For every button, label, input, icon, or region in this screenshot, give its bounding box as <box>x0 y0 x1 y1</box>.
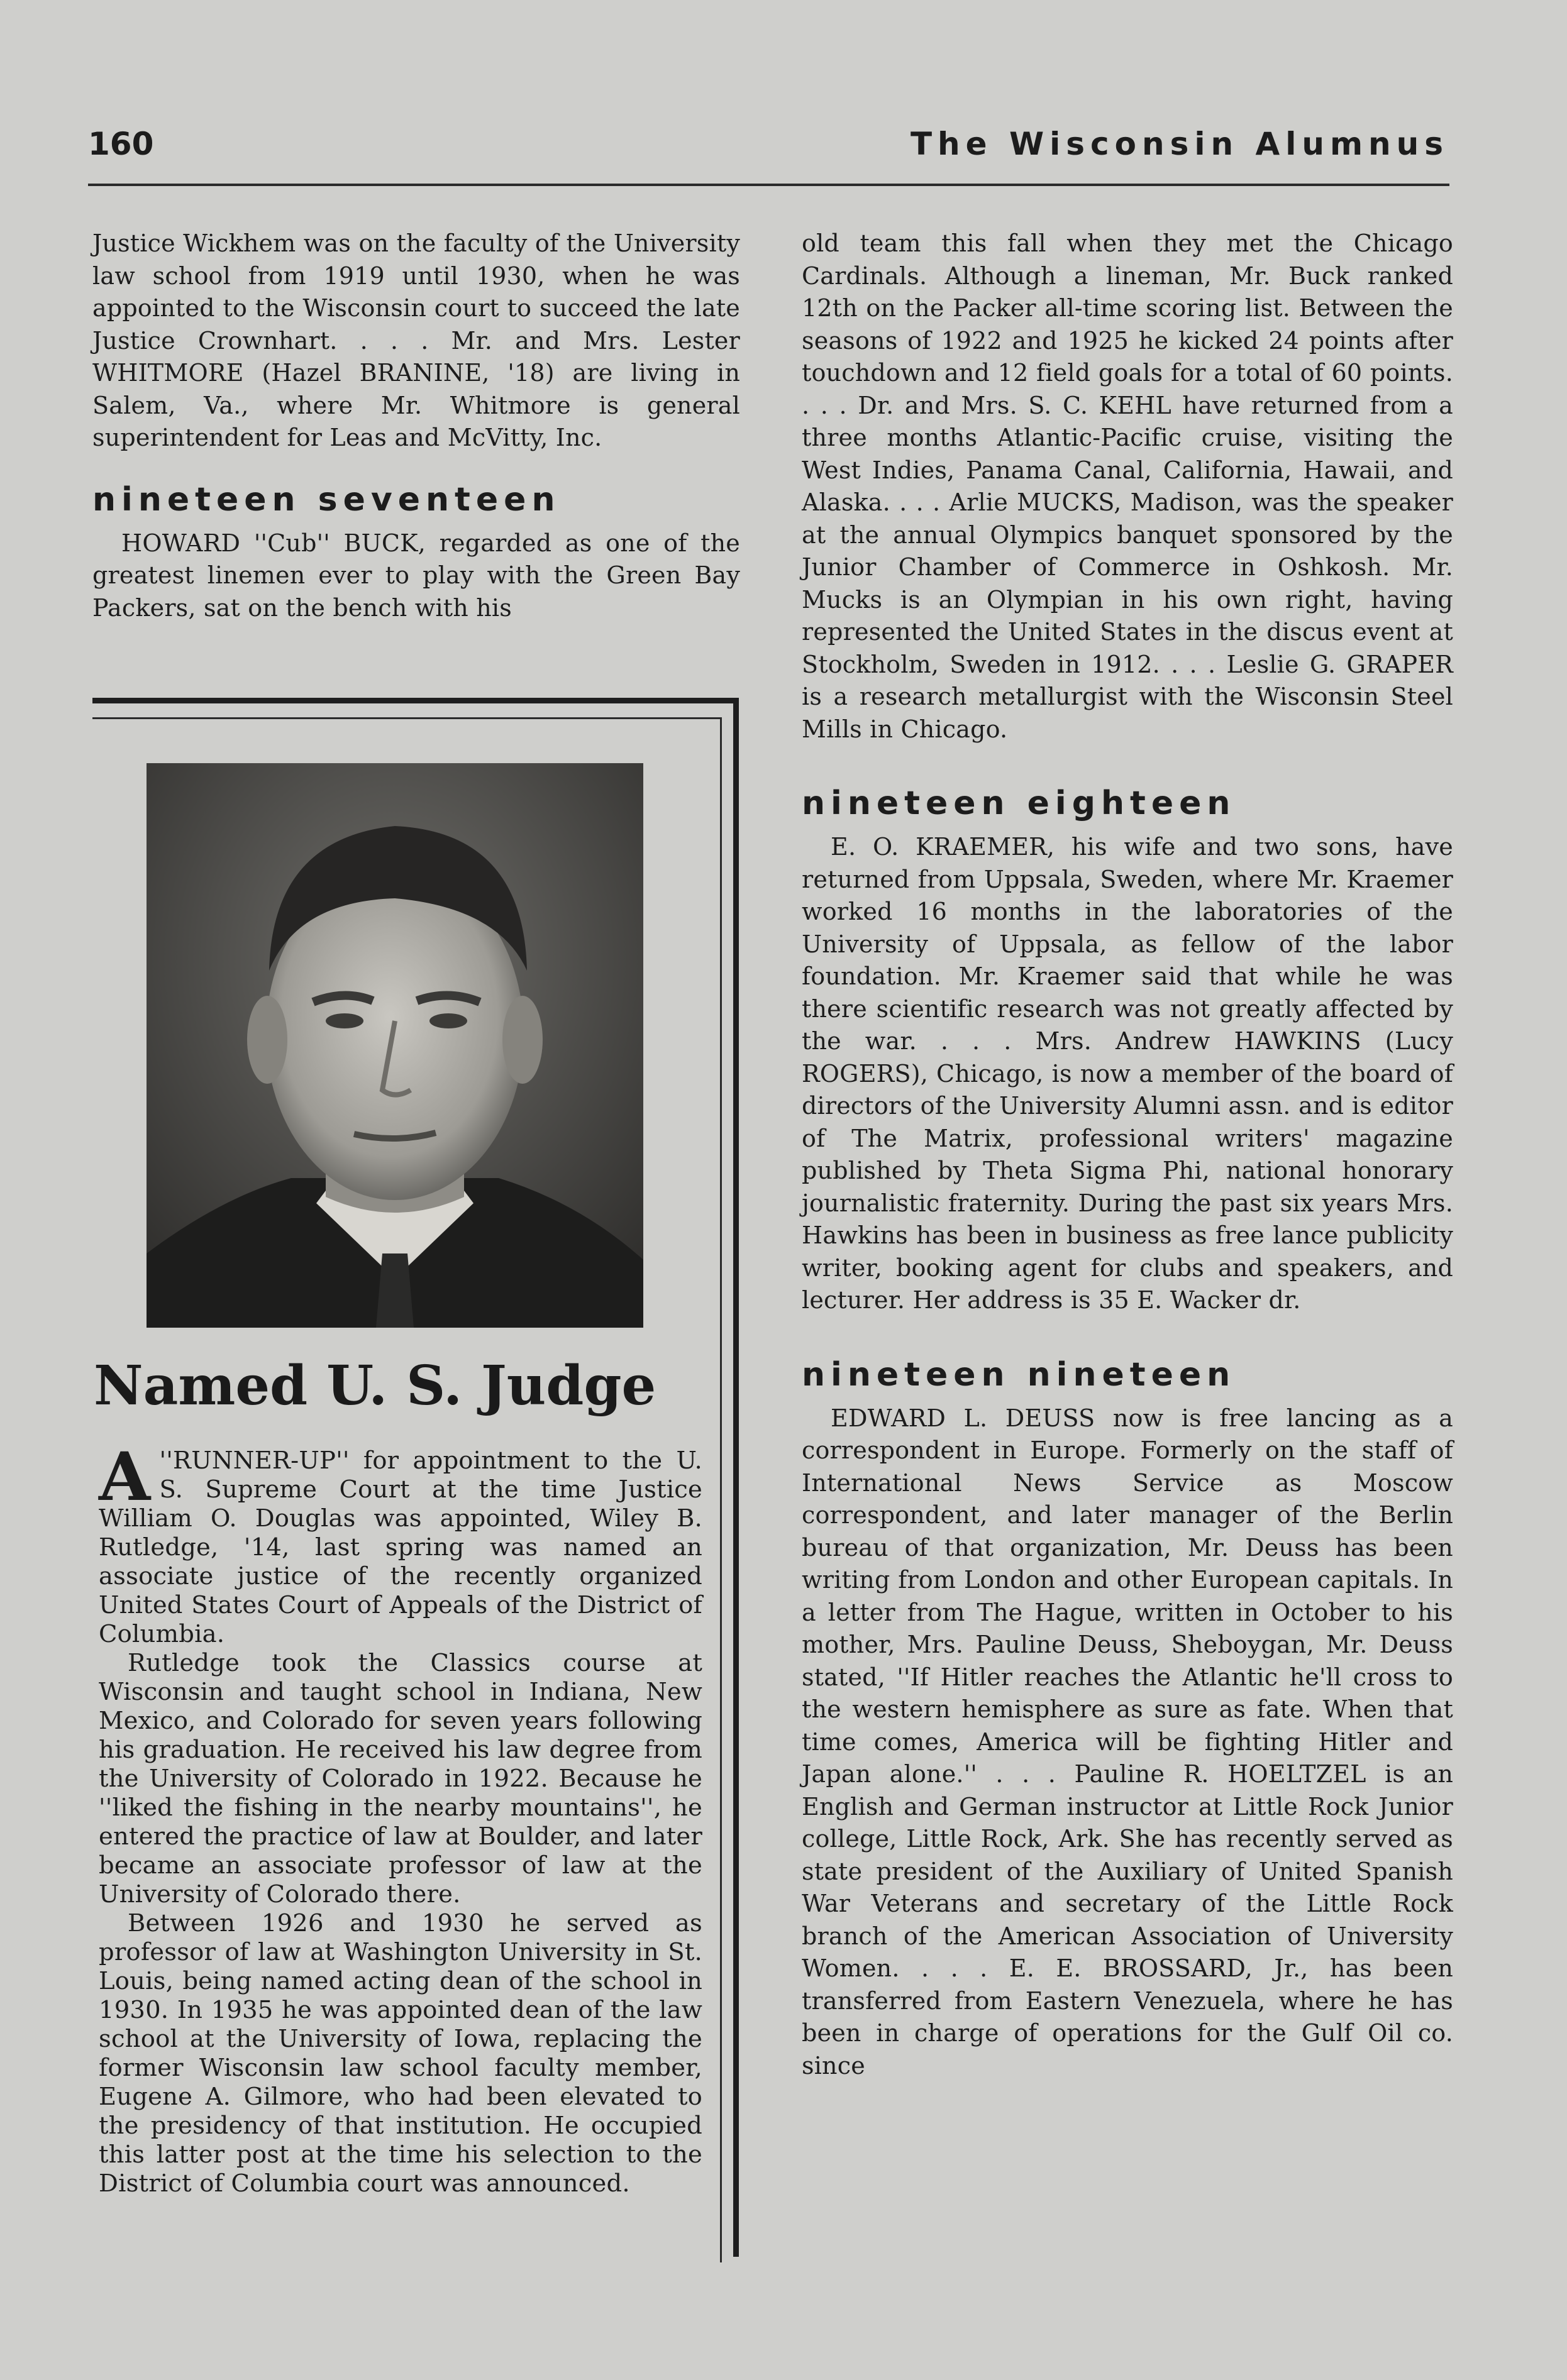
section-1917-paragraph: HOWARD ''Cub'' BUCK, regarded as one of the greatest linemen ever to play with the Green Bay Packers, sat on the bench with his <box>92 529 740 622</box>
right-column <box>802 228 1453 2082</box>
feature-body <box>99 1437 702 2198</box>
section-heading-1919: nineteen nineteen <box>802 1355 1236 1394</box>
portrait-photo <box>147 763 643 1328</box>
feature-box <box>92 698 739 2257</box>
feature-paragraph-3: Between 1926 and 1930 he served as professor of law at Washington University in St. Louis, being named acting dean of the school in 1930. In 1935 he was appointed dean of the law school at the University of Iowa, replacing the former Wisconsin law school faculty member, Eugene A. Gilmore, who had been elevated to the presidency of that institution. He occupied this latter post at the time his selection to the District of Columbia court was announced. <box>99 1909 702 2198</box>
feature-paragraph-2: Rutledge took the Classics course at Wisconsin and taught school in Indiana, New Mexico, and Colorado for seven years following his graduation. He received his law degree from the University of Colorado in 1922. Because he ''liked the fishing in the nearby mountains'', he entered the practice of law at Boulder, and later became an associate professor of law at the University of Colorado there. <box>99 1649 702 1909</box>
portrait-image <box>147 763 643 1328</box>
feature-paragraph-1 <box>99 1437 702 1649</box>
section-heading-1917: nineteen seventeen <box>92 480 561 519</box>
left-intro-paragraph: Justice Wickhem was on the faculty of the University law school from 1919 until 1930, when he was appointed to the Wisconsin court to succeed the late Justice Crownhart. . . . Mr. and Mrs. Lester WHITMORE (Hazel BRANINE, '18) are living in Salem, Va., where Mr. Whitmore is general superintendent for Leas and McVitty, Inc. <box>92 229 740 451</box>
section-heading-1918: nineteen eighteen <box>802 785 1236 822</box>
continued-paragraph: old team this fall when they met the Chicago Cardinals. Although a lineman, Mr. Buck ranked 12th on the Packer all-time scoring list. Between the seasons of 1922 and 1925 he kicked 24 points after touchdown and 12 field goals for a total of 60 points. . . . Dr. and Mrs. S. C. KEHL have returned from a three months Atlantic-Pacific cruise, visiting the West Indies, Panama Canal, California, Hawaii, and Alaska. . . . Arlie MUCKS, Madison, was the speaker at the annual Olympics banquet sponsored by the Junior Chamber of Commerce in Oshkosh. Mr. Mucks is an Olympian in his own right, having represented the United States in the discus event at Stockholm, Sweden in 1912. . . . Leslie G. GRAPER is a research metallurgist with the Wisconsin Steel Mills in Chicago. <box>802 229 1453 743</box>
section-1918-paragraph: E. O. KRAEMER, his wife and two sons, have returned from Uppsala, Sweden, where Mr. Kraemer worked 16 months in the laboratories of the University of Uppsala, as fellow of the labor foundation. Mr. Kraemer said that while he was there scientific research was not greatly affected by the war. . . . Mrs. Andrew HAWKINS (Lucy ROGERS), Chicago, is now a member of the board of directors of the University Alumni assn. and is editor of The Matrix, professional writers' magazine published by Theta Sigma Phi, national honorary journalistic fraternity. During the past six years Mrs. Hawkins has been in business as free lance publicity writer, booking agent for clubs and speakers, and lecturer. Her address is 35 E. Wacker dr. <box>802 833 1453 1314</box>
drop-cap: A <box>99 1437 151 1516</box>
header-rule <box>88 184 1449 186</box>
magazine-title: The Wisconsin Alumnus <box>910 126 1449 162</box>
feature-paragraph-1-text: ''RUNNER-UP'' for appointment to the U. S. Supreme Court at the time Justice William O. Douglas was appointed, Wiley B. Rutledge, '14, last spring was named an associate justice of the recently organized United States Court of Appeals of the District of Columbia. <box>99 1446 702 1648</box>
section-1919-paragraph: EDWARD L. DEUSS now is free lancing as a correspondent in Europe. Formerly on the staff of International News Service as Moscow correspondent, and later manager of the Berlin bureau of that organization, Mr. Deuss has been writing from London and other European capitals. In a letter from The Hague, written in October to his mother, Mrs. Pauline Deuss, Sheboygan, Mr. Deuss stated, ''If Hitler reaches the Atlantic he'll cross to the western hemisphere as sure as fate. When that time comes, America will be fighting Hitler and Japan alone.'' . . . Pauline R. HOELTZEL is an English and German instructor at Little Rock Junior college, Little Rock, Ark. She has recently served as state president of the Auxiliary of United Spanish War Veterans and secretary of the Little Rock branch of the American Association of University Women. . . . E. E. BROSSARD, Jr., has been transferred from Eastern Venezuela, where he has been in charge of operations for the Gulf Oil co. since <box>802 1404 1453 2080</box>
left-column <box>92 228 740 624</box>
feature-title: Named U. S. Judge <box>94 1354 656 1418</box>
page-number: 160 <box>88 126 154 162</box>
